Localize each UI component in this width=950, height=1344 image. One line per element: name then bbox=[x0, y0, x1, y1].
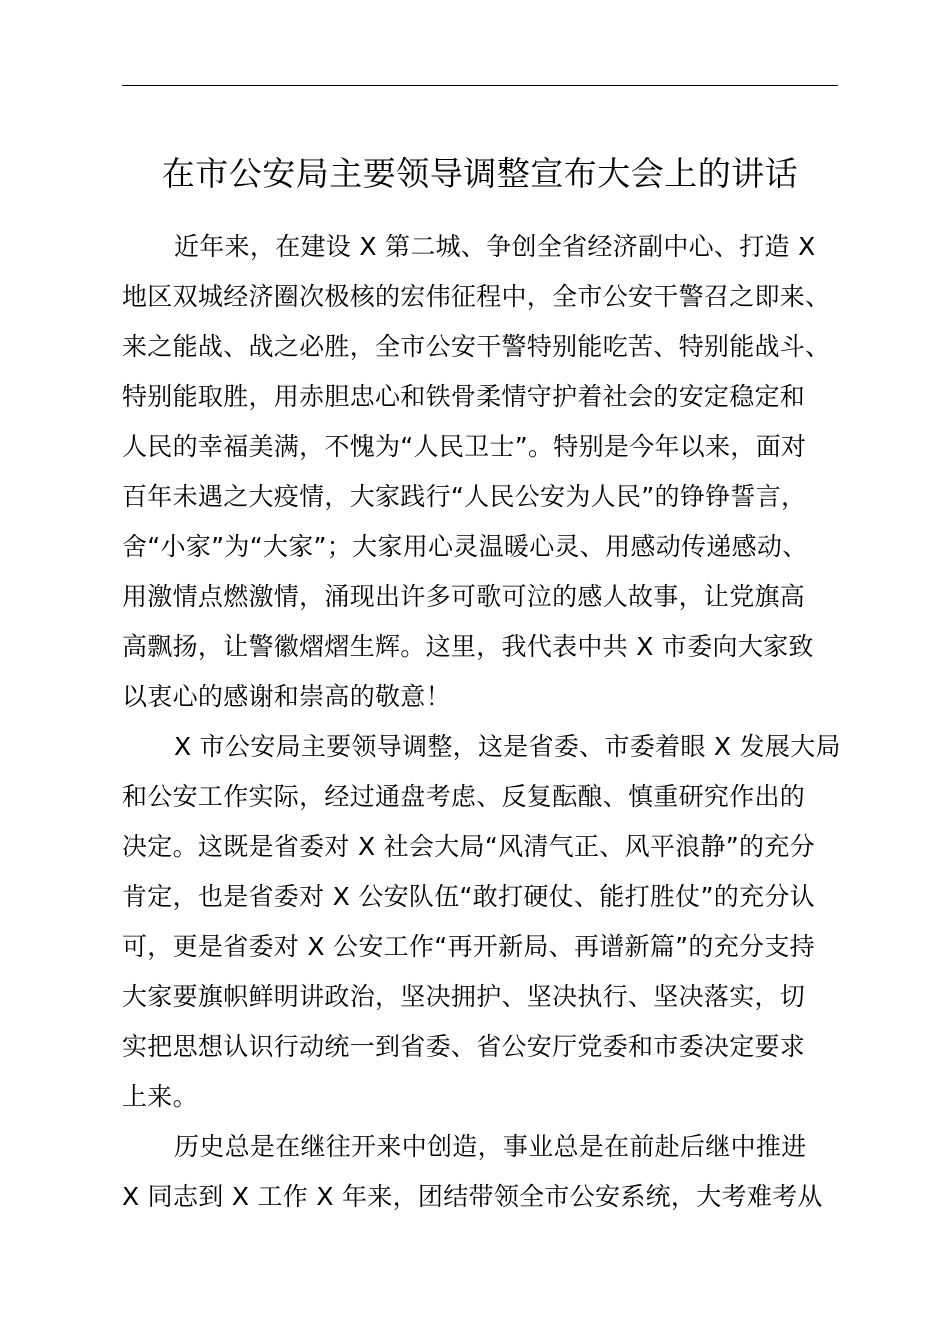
text-line: 上来。 bbox=[122, 1082, 198, 1111]
text-line: 地区双城经济圈次极核的宏伟征程中，全市公安干警召之即来、 bbox=[122, 282, 831, 311]
paragraph-2 bbox=[122, 722, 841, 1122]
text-line: 大家要旗帜鲜明讲政治，坚决拥护、坚决执行、坚决落实，切 bbox=[122, 982, 806, 1011]
text-line: 用激情点燃激情，涌现出许多可歌可泣的感人故事，让党旗高 bbox=[122, 582, 806, 611]
text-line: 以衷心的感谢和崇高的敬意！ bbox=[122, 682, 451, 711]
text-line: 实把思想认识行动统一到省委、省公安厅党委和市委决定要求 bbox=[122, 1032, 806, 1061]
text-line: 可，更是省委对 X 公安工作“再开新局、再谱新篇”的充分支持 bbox=[122, 932, 815, 961]
paragraph-3 bbox=[122, 1122, 838, 1222]
text-line: 近年来，在建设 X 第二城、争创全省经济副中心、打造 X bbox=[174, 232, 816, 261]
text-line: 历史总是在继往开来中创造，事业总是在前赴后继中推进 bbox=[174, 1132, 807, 1161]
paragraph-1 bbox=[122, 222, 838, 722]
text-line: 人民的幸福美满，不愧为“人民卫士”。特别是今年以来，面对 bbox=[122, 432, 807, 461]
document-body bbox=[122, 222, 841, 1222]
text-line: 来之能战、战之必胜，全市公安干警特别能吃苦、特别能战斗、 bbox=[122, 332, 831, 361]
text-line: 和公安工作实际，经过通盘考虑、反复酝酿、慎重研究作出的 bbox=[122, 782, 806, 811]
page-title: 在市公安局主要领导调整宣布大会上的讲话 bbox=[161, 154, 799, 193]
text-line: 特别能取胜，用赤胆忠心和铁骨柔情守护着社会的安定稳定和 bbox=[122, 382, 806, 411]
header-rule bbox=[122, 85, 838, 86]
text-line: 高飘扬，让警徽熠熠生辉。这里，我代表中共 X 市委向大家致 bbox=[122, 632, 814, 661]
text-line: 百年未遇之大疫情，大家践行“人民公安为人民”的铮铮誓言， bbox=[122, 482, 807, 511]
text-line: 决定。这既是省委对 X 社会大局“风清气正、风平浪静”的充分 bbox=[122, 832, 815, 861]
text-line: 舍“小家”为“大家”；大家用心灵温暖心灵、用感动传递感动、 bbox=[122, 532, 808, 561]
text-line: 肯定，也是省委对 X 公安队伍“敢打硬仗、能打胜仗”的充分认 bbox=[122, 882, 815, 911]
text-line: X 市公安局主要领导调整，这是省委、市委着眼 X 发展大局 bbox=[174, 732, 841, 761]
text-line: X 同志到 X 工作 X 年来，团结带领全市公安系统，大考难考从 bbox=[122, 1182, 823, 1211]
